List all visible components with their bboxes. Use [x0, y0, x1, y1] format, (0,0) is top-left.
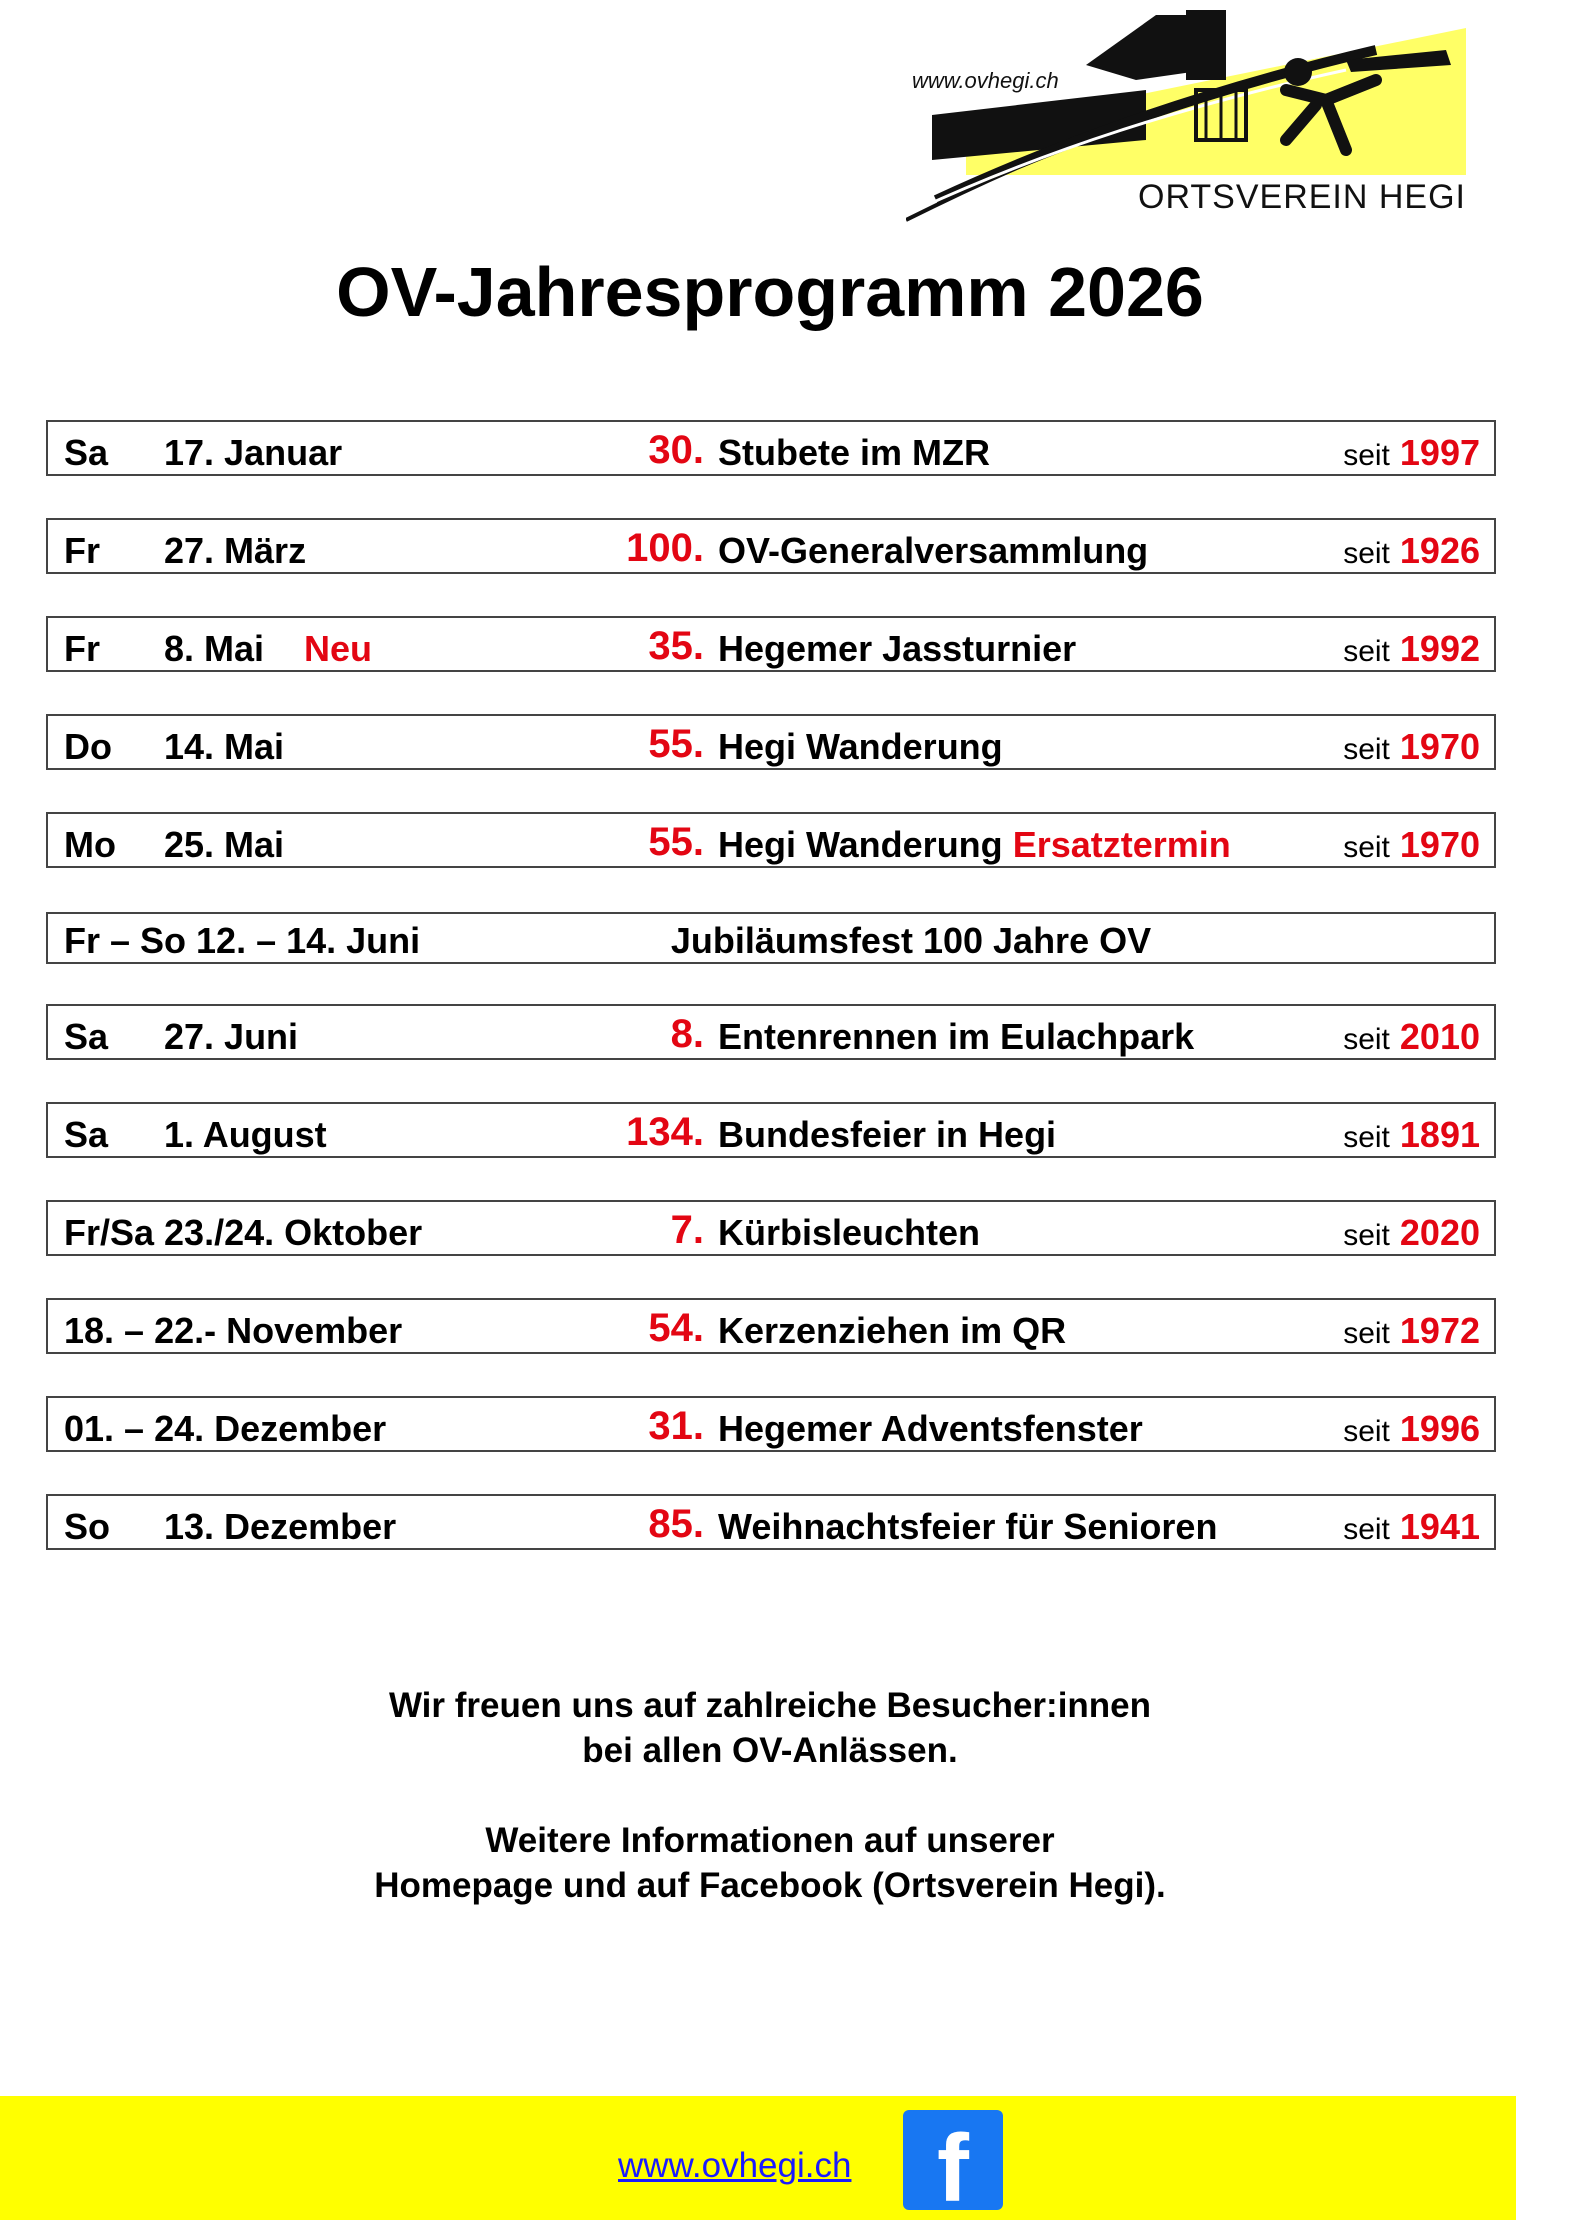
- closing-line: Homepage und auf Facebook (Ortsverein Hegi).: [374, 1866, 1166, 1905]
- event-date: 17. Januar: [164, 432, 343, 473]
- closing-line: Wir freuen uns auf zahlreiche Besucher:innen: [388, 1686, 1152, 1725]
- event-since: seit 1970: [1343, 824, 1480, 865]
- event-row: [46, 714, 1496, 770]
- event-name: OV-Generalversammlung: [718, 530, 1149, 571]
- event-since: seit 1997: [1343, 432, 1480, 473]
- event-date-range: Fr – So 12. – 14. Juni: [64, 920, 421, 961]
- event-name: Jubiläumsfest 100 Jahre OV: [670, 920, 1152, 961]
- event-day: Sa: [64, 1114, 109, 1155]
- page-title: OV-Jahresprogramm 2026: [336, 253, 1204, 331]
- event-since: seit 1891: [1343, 1114, 1480, 1155]
- event-number: 134.: [626, 1110, 704, 1154]
- event-day: Sa: [64, 432, 109, 473]
- facebook-f-glyph: f: [937, 2115, 969, 2222]
- closing-line: Weitere Informationen auf unserer: [485, 1821, 1055, 1860]
- event-date: 27. März: [164, 530, 307, 571]
- event-row: [46, 1200, 1496, 1256]
- event-date: 14. Mai: [164, 726, 285, 767]
- event-day: Do: [64, 726, 112, 767]
- event-number: 54.: [648, 1306, 704, 1350]
- homepage-link[interactable]: www.ovhegi.ch: [618, 2146, 852, 2185]
- event-day: Fr: [64, 628, 100, 669]
- event-since: seit 1926: [1343, 530, 1480, 571]
- event-row: [46, 1494, 1496, 1550]
- event-number: 100.: [626, 526, 704, 570]
- event-name: Hegi Wanderung Ersatztermin: [718, 824, 1231, 865]
- event-row: [46, 1004, 1496, 1060]
- event-row: [46, 1298, 1496, 1354]
- event-row: [46, 518, 1496, 574]
- event-date-range: 01. – 24. Dezember: [64, 1408, 387, 1449]
- event-since: seit 2010: [1343, 1016, 1480, 1057]
- event-name: Hegi Wanderung: [718, 726, 1003, 767]
- event-name: Weihnachtsfeier für Senioren: [718, 1506, 1218, 1547]
- event-date: 1. August: [164, 1114, 327, 1155]
- event-row: [46, 812, 1496, 868]
- event-name: Kürbisleuchten: [718, 1212, 981, 1253]
- event-row: [46, 420, 1496, 476]
- event-since: seit 1996: [1343, 1408, 1480, 1449]
- event-date-range: Fr/Sa 23./24. Oktober: [64, 1212, 423, 1253]
- event-row: [46, 1102, 1496, 1158]
- event-number: 85.: [648, 1502, 704, 1546]
- event-date: 27. Juni: [164, 1016, 299, 1057]
- ortsverein-logo: [906, 10, 1466, 225]
- event-since: seit 1992: [1343, 628, 1480, 669]
- event-date: 8. Mai: [164, 628, 265, 669]
- event-date: 13. Dezember: [164, 1506, 397, 1547]
- event-number: 55.: [648, 722, 704, 766]
- logo-org-name: ORTSVEREIN HEGI: [1138, 178, 1466, 216]
- event-row: [46, 1396, 1496, 1452]
- event-day: So: [64, 1506, 111, 1547]
- event-row: [46, 616, 1496, 672]
- event-since: seit 1941: [1343, 1506, 1480, 1547]
- event-highlight: Ersatztermin: [1012, 824, 1231, 865]
- event-number: 7.: [670, 1208, 704, 1252]
- event-name: Hegemer Adventsfenster: [718, 1408, 1143, 1449]
- event-date: 25. Mai: [164, 824, 285, 865]
- event-row-jubilee: [46, 912, 1496, 964]
- event-number: 31.: [648, 1404, 704, 1448]
- event-since: seit 1972: [1343, 1310, 1480, 1351]
- event-since: seit 2020: [1343, 1212, 1480, 1253]
- event-date-range: 18. – 22.- November: [64, 1310, 403, 1351]
- event-since: seit 1970: [1343, 726, 1480, 767]
- event-day: Sa: [64, 1016, 109, 1057]
- logo-url-text: www.ovhegi.ch: [912, 68, 1059, 93]
- event-name: Stubete im MZR: [718, 432, 991, 473]
- facebook-icon[interactable]: [903, 2110, 1003, 2222]
- event-number: 8.: [670, 1012, 704, 1056]
- event-name: Entenrennen im Eulachpark: [718, 1016, 1195, 1057]
- event-name: Bundesfeier in Hegi: [718, 1114, 1057, 1155]
- event-name: Kerzenziehen im QR: [718, 1310, 1067, 1351]
- event-name: Hegemer Jassturnier: [718, 628, 1077, 669]
- event-day: Mo: [64, 824, 116, 865]
- event-day: Fr: [64, 530, 100, 571]
- new-badge: Neu: [304, 628, 373, 669]
- event-number: 55.: [648, 820, 704, 864]
- event-number: 30.: [648, 428, 704, 472]
- closing-text: [0, 1683, 1540, 1908]
- closing-line: bei allen OV-Anlässen.: [582, 1731, 958, 1770]
- event-number: 35.: [648, 624, 704, 668]
